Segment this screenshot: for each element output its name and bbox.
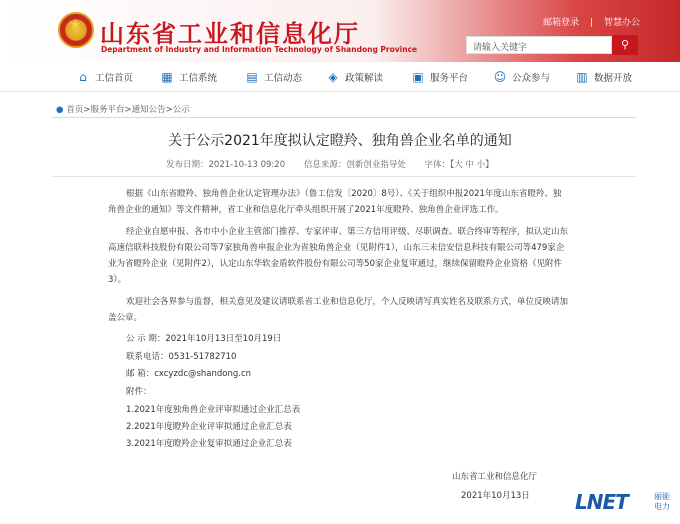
article-meta bbox=[166, 158, 510, 170]
service-icon: ▣ bbox=[412, 70, 424, 84]
attachment-link[interactable]: 3.2021年度瞪羚企业复审拟通过企业汇总表 bbox=[126, 439, 292, 449]
mail-login-link[interactable]: 邮箱登录 bbox=[543, 18, 580, 28]
divider bbox=[52, 176, 636, 177]
contact-email: 邮 箱：cxcyzdc@shandong.cn bbox=[126, 369, 252, 379]
lnet-logo-sub: 丽能电力 bbox=[654, 492, 670, 511]
lnet-logo: LNET bbox=[575, 490, 628, 514]
search-input[interactable]: 请输入关键字 bbox=[466, 36, 612, 54]
data-icon: ▥ bbox=[576, 70, 588, 84]
contact-phone: 联系电话：0531-51782710 bbox=[126, 352, 237, 362]
policy-icon: ◈ bbox=[328, 70, 338, 84]
publish-date: 发布日期：2021-10-13 09:20 bbox=[166, 160, 286, 170]
building-icon: ▦ bbox=[161, 70, 173, 84]
publicity-period: 公 示 期：2021年10月13日至10月19日 bbox=[126, 334, 282, 344]
home-icon: ⌂ bbox=[79, 70, 87, 84]
nav-item-system[interactable]: ▦ 工信系统 bbox=[161, 70, 218, 84]
smart-office-link[interactable]: 智慧办公 bbox=[603, 18, 640, 28]
paragraph-3: 欢迎社会各界参与监督，相关意见及建议请联系省工业和信息化厅，个人反映请写真实姓名及联系方式，单位反映请加 盖公章。 bbox=[108, 297, 569, 323]
nav-item-public[interactable]: ☺ 公众参与 bbox=[493, 70, 551, 84]
nav-item-home[interactable]: ⌂ 工信首页 bbox=[76, 68, 133, 86]
signature-date: 2021年10月13日 bbox=[461, 491, 530, 501]
national-emblem-icon bbox=[58, 12, 94, 48]
divider bbox=[52, 117, 636, 118]
nav-item-data[interactable]: ▥ 数据开放 bbox=[576, 70, 633, 84]
attachment-link[interactable]: 1.2021年度独角兽企业评审拟通过企业汇总表 bbox=[126, 405, 301, 415]
search-icon: ⚲ bbox=[620, 38, 630, 51]
site-title: 山东省工业和信息化厅 bbox=[100, 19, 360, 48]
breadcrumb[interactable]: ● 首页>服务平台>通知公告>公示 bbox=[56, 105, 190, 115]
attachment-link[interactable]: 2.2021年度瞪羚企业评审拟通过企业汇总表 bbox=[126, 422, 292, 432]
site-header bbox=[0, 0, 680, 62]
news-icon: ▤ bbox=[246, 70, 258, 84]
article-title: 关于公示2021年度拟认定瞪羚、独角兽企业名单的通知 bbox=[168, 133, 512, 149]
people-icon: ☺ bbox=[493, 70, 507, 84]
paragraph-1: 根据《山东省瞪羚、独角兽企业认定管理办法》（鲁工信发〔2020〕8号）、《关于组织申报2021年度山东省瞪羚、独 角兽企业的通知》等文件精神，省工业和信息化厅牵头组织开展了2021年度瞪羚、独角兽企业评选工作。 bbox=[108, 189, 562, 215]
nav-item-service[interactable]: ▣ 服务平台 bbox=[412, 70, 469, 84]
nav-item-news[interactable]: ▤ 工信动态 bbox=[246, 70, 303, 84]
search-button[interactable] bbox=[612, 35, 638, 55]
site-subtitle: Department of Industry and Information Technology of Shandong Province bbox=[101, 45, 418, 54]
main-nav bbox=[0, 62, 680, 92]
paragraph-2: 经企业自愿申报、各市中小企业主管部门推荐、专家评审、第三方信用评级、尽职调查、联合终审等程序，拟认定山东 高速信联科技股份有限公司等7家独角兽申报企业为省独角兽企业（见附件1），山东三未信安信息科技有限公司等479家企 业为省瞪羚企业（见附件2），认定山东华软金盾软件股份有限公司等50家企业复审通过，继续保留瞪羚企业资格（见附件 3）。 bbox=[108, 227, 569, 285]
nav-item-policy[interactable]: ◈ 政策解读 bbox=[326, 68, 383, 86]
location-icon: ● bbox=[56, 105, 64, 115]
signature-org: 山东省工业和信息化厅 bbox=[452, 472, 538, 482]
attachments-label: 附件： bbox=[126, 387, 152, 397]
font-size-switch[interactable]: 字体：【大 中 小】 bbox=[424, 160, 494, 170]
info-source: 信息来源：创新创业指导处 bbox=[303, 160, 406, 170]
top-links: 邮箱登录 | 智慧办公 bbox=[543, 18, 640, 28]
